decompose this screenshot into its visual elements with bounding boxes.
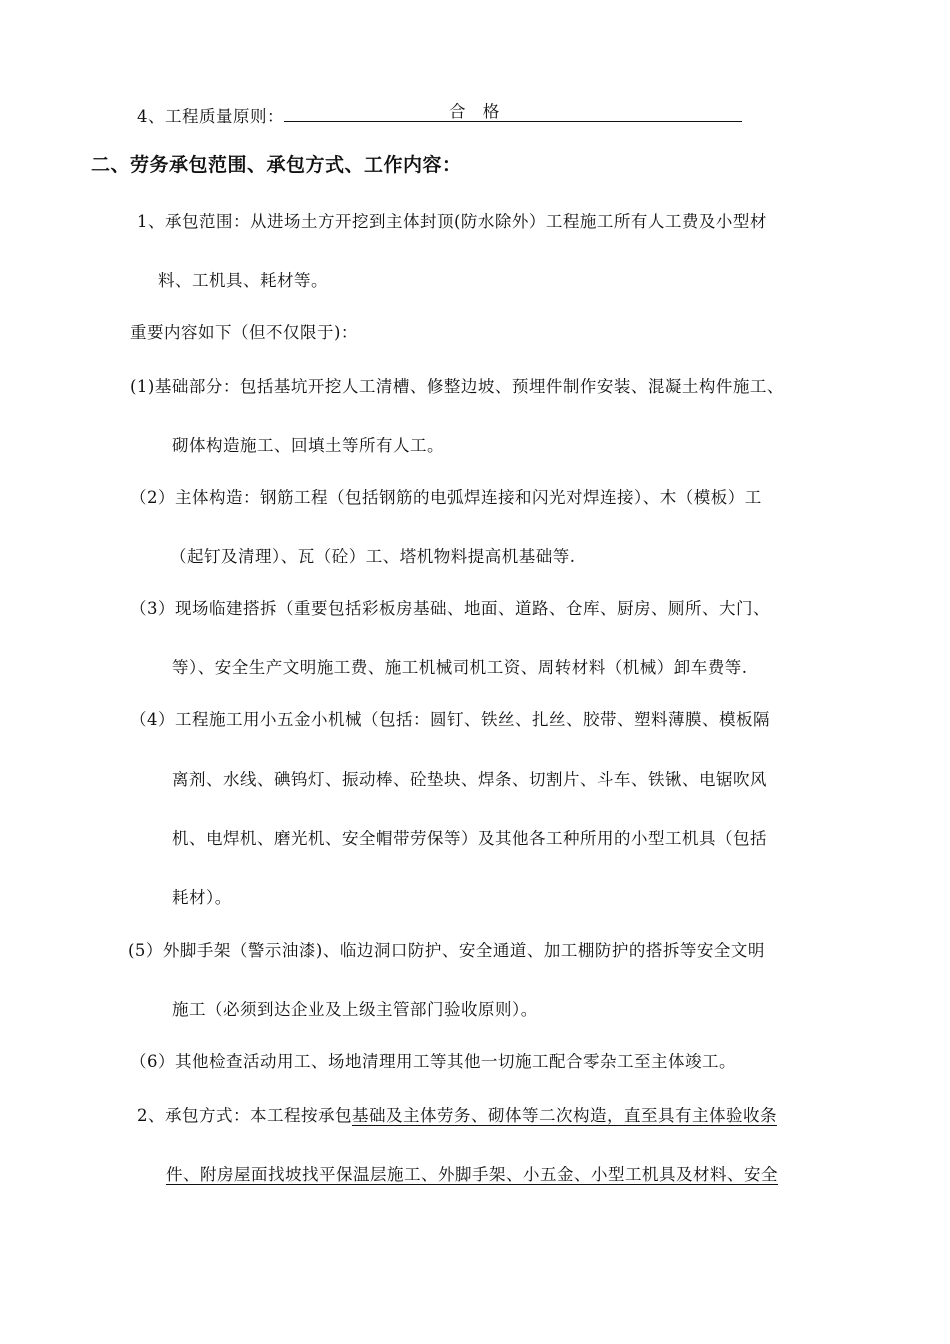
mode-underlined-2: 件、附房屋面找坡找平保温层施工、外脚手架、小五金、小型工机具及材料、安全 <box>166 1165 778 1184</box>
item-5-cont: 施工（必须到达企业及上级主管部门验收原则）。 <box>172 1000 538 1019</box>
item-3-first: （3）现场临建搭拆（重要包括彩板房基础、地面、道路、仓库、厨房、厕所、大门、 <box>130 599 770 618</box>
item-4-cont-1: 离剂、水线、碘钨灯、振动棒、砼垫块、焊条、切割片、斗车、铁锹、电锯吹风 <box>172 770 767 789</box>
item-4-first: （4）工程施工用小五金小机械（包括：圆钉、铁丝、扎丝、胶带、塑料薄膜、模板隔 <box>130 710 770 729</box>
item-5-first: (5）外脚手架（警示油漆)、临边洞口防护、安全通道、加工棚防护的搭拆等安全文明 <box>128 941 765 960</box>
section-title: 二、劳务承包范围、承包方式、工作内容： <box>91 154 462 176</box>
item-2-cont: （起钉及清理）、瓦（砼）工、塔机物料提高机基础等. <box>170 547 576 566</box>
intro-text: 重要内容如下（但不仅限于)： <box>130 323 358 342</box>
mode-prefix: 2、承包方式：本工程按承包 <box>137 1106 352 1125</box>
item-6-first: （6）其他检查活动用工、场地清理用工等其他一切施工配合零杂工至主体竣工。 <box>130 1052 736 1071</box>
scope-line-2: 料、工机具、耗材等。 <box>158 271 328 290</box>
item-1-cont: 砌体构造施工、回填土等所有人工。 <box>172 436 444 455</box>
item-1-first: (1)基础部分：包括基坑开挖人工清槽、修整边坡、预埋件制作安装、混凝土构件施工、 <box>130 377 784 396</box>
quality-line <box>137 101 742 129</box>
quality-value-field <box>284 101 742 122</box>
quality-value: 合 格 <box>449 102 506 121</box>
item-2-first: （2）主体构造：钢筋工程（包括钢筋的电弧焊连接和闪光对焊连接）、木（模板）工 <box>130 488 762 507</box>
item-4-cont-2: 机、电焊机、磨光机、安全帽带劳保等）及其他各工种所用的小型工机具（包括 <box>172 829 767 848</box>
scope-line-1: 1、承包范围：从进场土方开挖到主体封顶(防水除外）工程施工所有人工费及小型材 <box>137 212 767 231</box>
item-4-cont-3: 耗材）。 <box>172 888 232 907</box>
quality-label: 4、工程质量原则： <box>137 107 284 126</box>
mode-line-1 <box>137 1104 777 1128</box>
mode-underlined-1: 基础及主体劳务、砌体等二次构造，直至具有主体验收条 <box>352 1106 777 1125</box>
item-3-cont: 等）、安全生产文明施工费、施工机械司机工资、周转材料（机械）卸车费等. <box>172 658 748 677</box>
